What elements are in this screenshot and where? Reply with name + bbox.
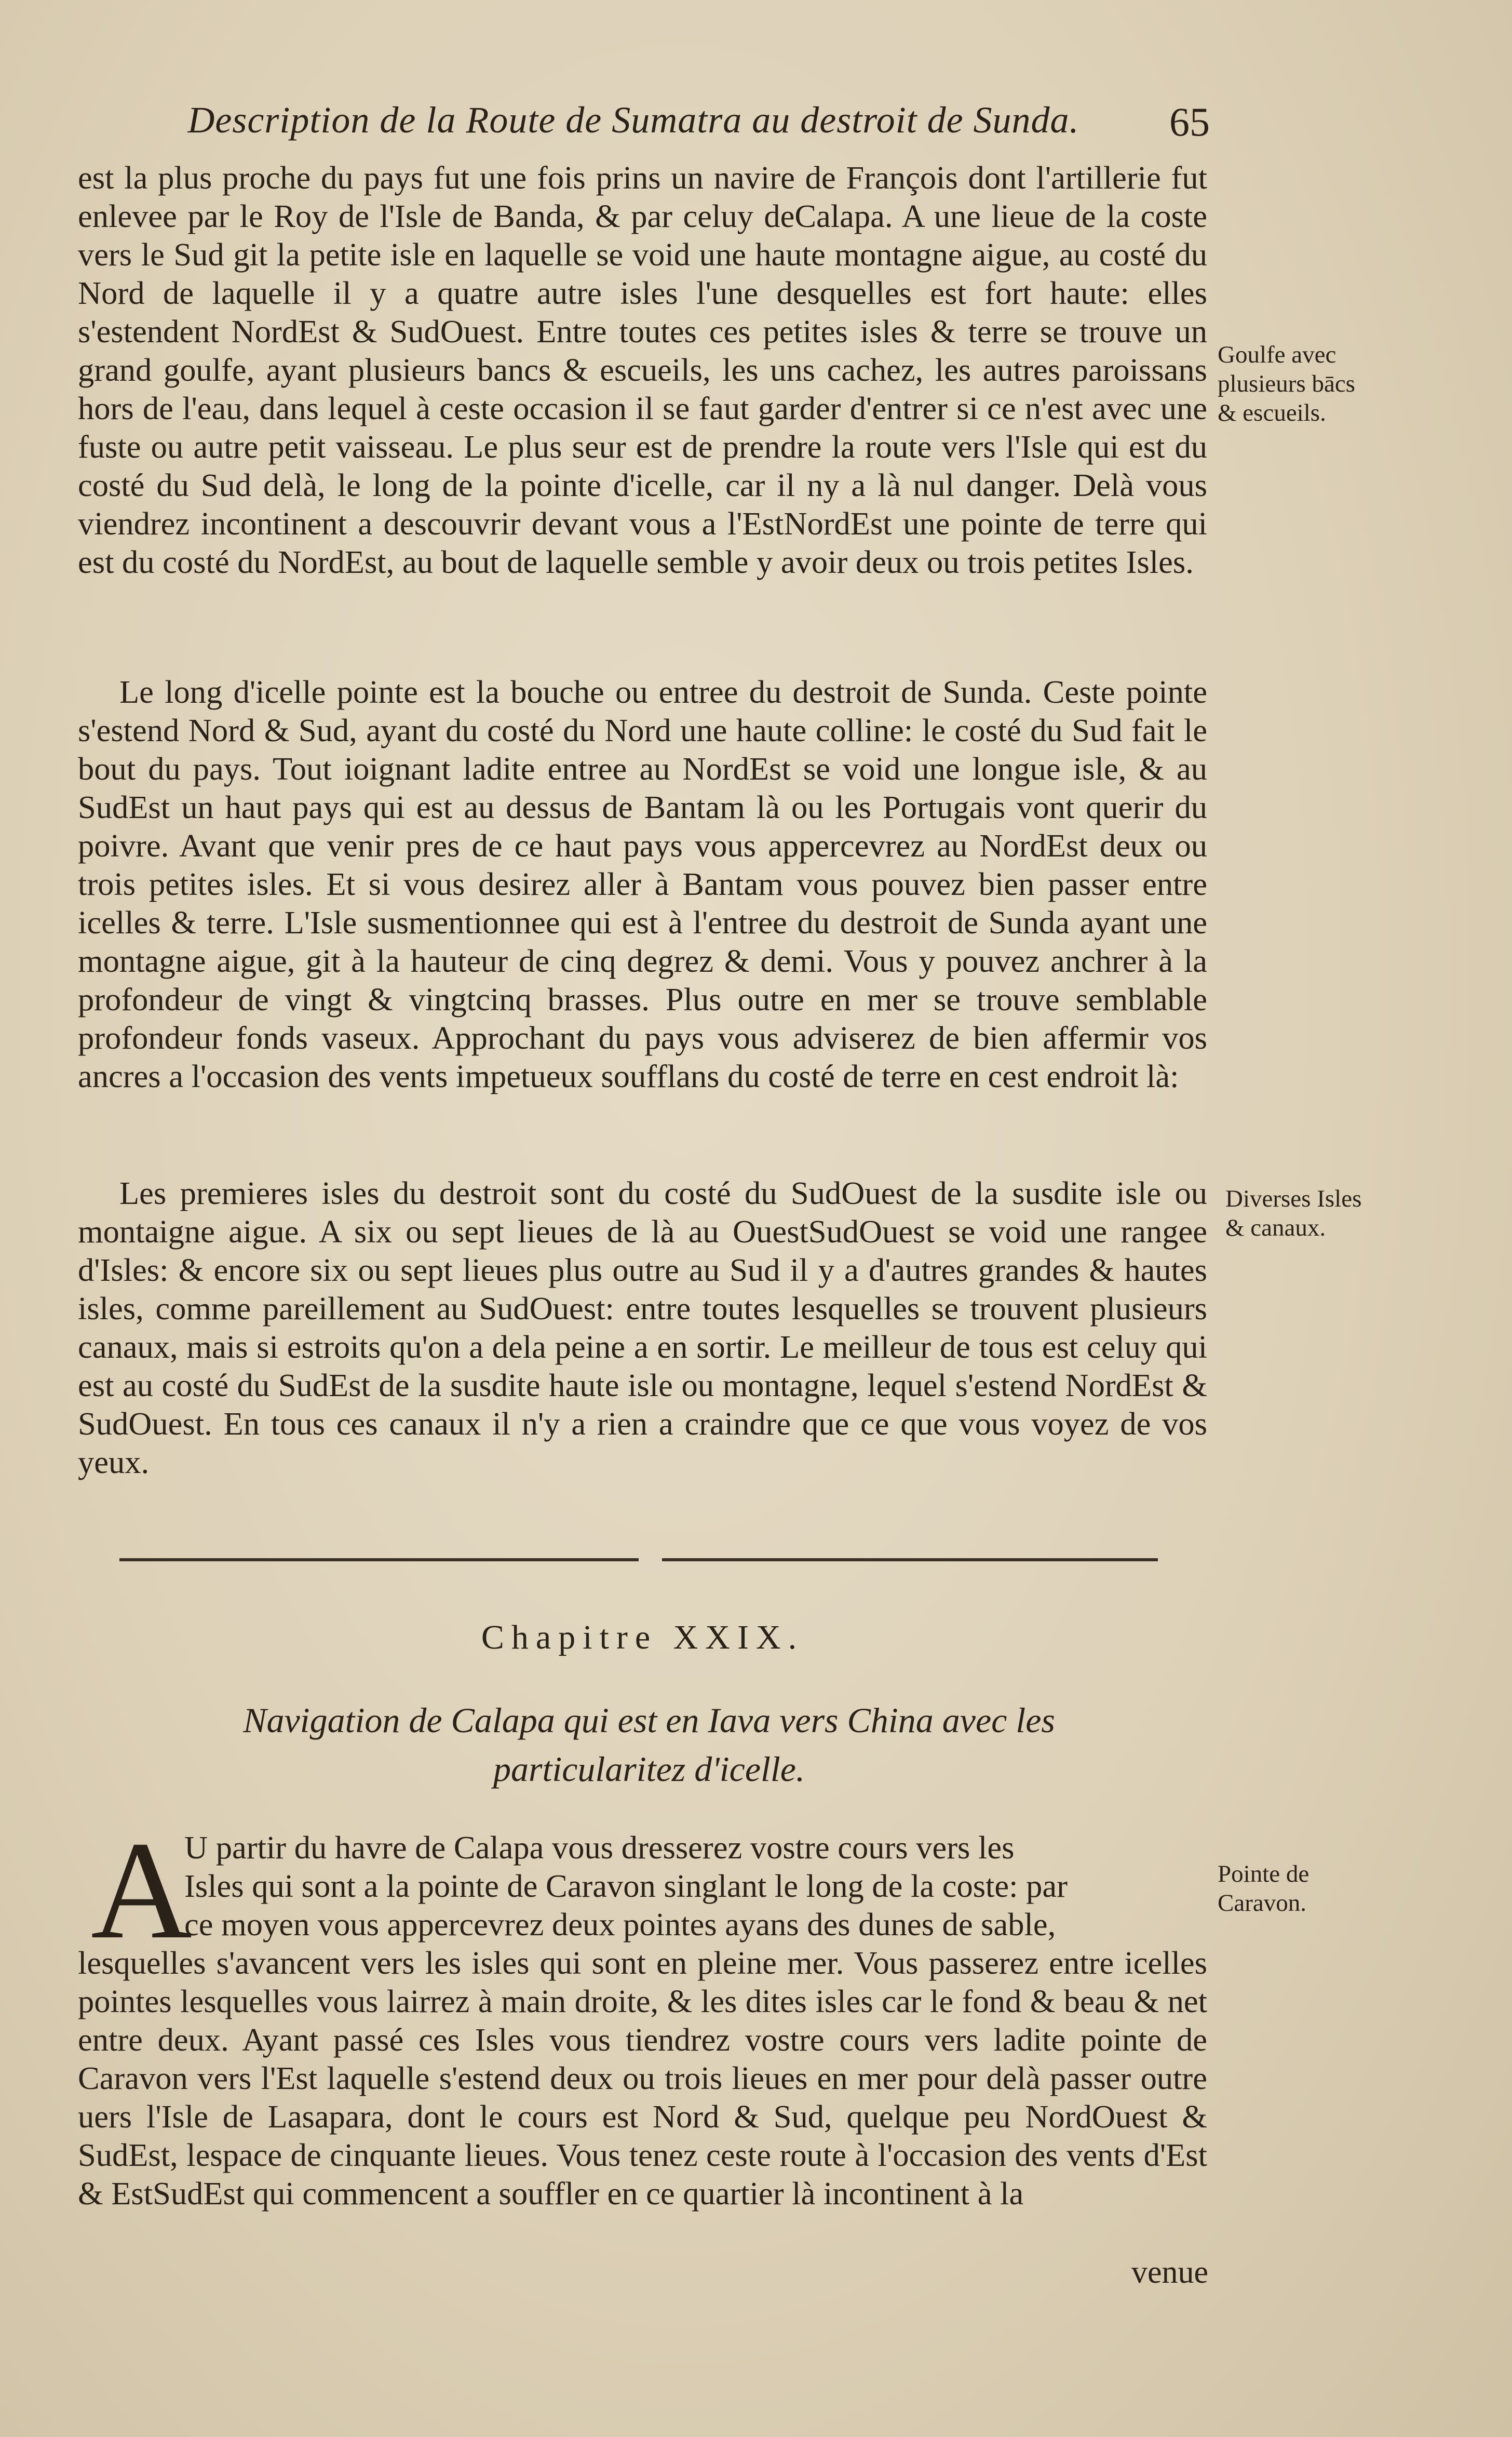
page-header <box>177 93 1210 156</box>
margin-note-goulfe: Goulfe avec plusieurs bācs & escueils. <box>1218 341 1355 426</box>
paragraph-1 <box>78 158 1207 581</box>
chapter-line-3: ce moyen vous appercevrez deux pointes ayans des dunes de sable, <box>184 1906 1056 1943</box>
chapter-line-1: U partir du havre de Calapa vous dresserez vostre cours vers les <box>184 1829 1015 1866</box>
catchword: venue <box>1131 2255 1208 2290</box>
paragraph-3 <box>78 1174 1207 1481</box>
running-title: Description de la Route de Sumatra au destroit de Sunda. <box>187 99 1079 141</box>
chapter-body-text: lesquelles s'avancent vers les isles qui sont en pleine mer. Vous passerez entre icelles pointes lesquelles vous lairrez à main droite, & les dites isles car le fond & beau & net entre deux. Ayant passé ces Isles vous tiendrez vostre cours vers ladite pointe de Caravon vers l'Est laquelle s'estend deux ou trois lieues en mer pour delà passer outre uers l'Isle de Lasapara, dont le cours est Nord & Sud, quelque peu NordOuest & SudEst, lespace de cinquante lieues. Vous tenez ceste route à l'occasion des vents d'Est & EstSudEst qui commencent a souffler en ce quartier là incontinent à la <box>78 1945 1207 2212</box>
chapter-title: Chapitre XXIX. <box>481 1618 804 1656</box>
section-divider-right <box>662 1558 1158 1561</box>
paragraph-3-text: Les premieres isles du destroit sont du costé du SudOuest de la susdite isle ou montaigne aigue. A six ou sept lieues de là au OuestSudOuest se void une rangee d'Isles: & encore six ou sept lieues plus outre au Sud il y a d'autres grandes & hautes isles, comme pareillement au SudOuest: entre toutes lesquelles se trouvent plusieurs canaux, mais si estroits qu'on a dela peine a en sortir. Le meilleur de tous est celuy qui est au costé du SudEst de la susdite haute isle ou montagne, lequel s'estend NordEst & SudOuest. En tous ces canaux il n'y a rien a craindre que ce que vous voyez de vos yeux. <box>78 1175 1207 1480</box>
paragraph-1-text: est la plus proche du pays fut une fois prins un navire de François dont l'artillerie fut enlevee par le Roy de l'Isle de Banda, & par celuy deCalapa. A une lieue de la coste vers le Sud git la petite isle en laquelle se void une haute montagne aigue, au costé du Nord de laquelle il y a quatre autre isles l'une desquelles est fort haute: elles s'estendent NordEst & SudOuest. Entre toutes ces petites isles & terre se trouve un grand goulfe, ayant plusieurs bancs & escueils, les uns cachez, les autres paroissans hors de l'eau, dans lequel à ceste occasion il se faut garder d'entrer si ce n'est avec une fuste ou autre petit vaisseau. Le plus seur est de prendre la route vers l'Isle qui est du costé du Sud delà, le long de la pointe d'icelle, car il ny a là nul danger. Delà vous viendrez incontinent a descouvrir devant vous a l'EstNordEst une pointe de terre qui est du costé du NordEst, au bout de laquelle semble y avoir deux ou trois petites Isles. <box>78 159 1207 580</box>
section-divider-left <box>119 1558 639 1561</box>
page-number: 65 <box>1169 99 1210 144</box>
chapter-heading: Navigation de Calapa qui est en Iava vers China avec les particularitez d'icelle. <box>243 1700 1055 1789</box>
paragraph-2-text: Le long d'icelle pointe est la bouche ou entree du destroit de Sunda. Ceste pointe s'estend Nord & Sud, ayant du costé du Nord une haute colline: le costé du Sud fait le bout du pays. Tout ioignant ladite entree au NordEst se void une longue isle, & au SudEst un haut pays qui est au dessus de Bantam là ou les Portugais vont querir du poivre. Avant que venir pres de ce haut pays vous appercevrez au NordEst deux ou trois petites isles. Et si vous desirez aller à Bantam vous pouvez bien passer entre icelles & terre. L'Isle susmentionnee qui est à l'entree du destroit de Sunda ayant une montagne aigue, git à la hauteur de cinq degrez & demi. Vous y pouvez anchrer à la profondeur de vingt & vingtcinq brasses. Plus outre en mer se trouve semblable profondeur fonds vaseux. Approchant du pays vous adviserez de bien affermir vos ancres a l'occasion des vents impetueux soufflans du costé de terre en cest endroit là: <box>78 674 1207 1094</box>
margin-note-diverses-isles: Diverses Isles & canaux. <box>1225 1185 1362 1241</box>
paragraph-2 <box>78 673 1207 1095</box>
chapter-line-2: Isles qui sont a la pointe de Caravon singlant le long de la coste: par <box>184 1868 1068 1904</box>
chapter-body <box>78 1813 1207 2213</box>
drop-cap: A <box>91 1813 192 1968</box>
margin-note-pointe-caravon: Pointe de Caravon. <box>1218 1860 1310 1917</box>
